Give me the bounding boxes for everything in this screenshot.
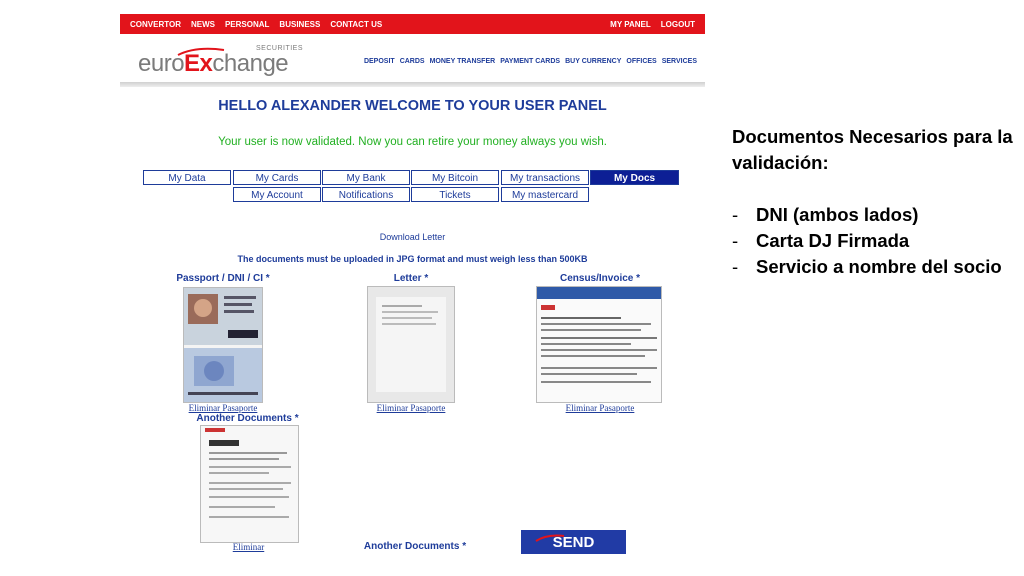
tab-my-mastercard[interactable]: My mastercard xyxy=(501,187,589,202)
census-invoice-title: Census/Invoice * xyxy=(559,273,641,284)
screenshot-panel xyxy=(120,14,705,576)
nav-logout[interactable]: LOGOUT xyxy=(660,19,695,29)
letter-title: Letter * xyxy=(393,273,429,284)
send-button-label: SEND xyxy=(552,533,595,551)
header-divider xyxy=(120,82,705,87)
requirement-item: - DNI (ambos lados) xyxy=(732,202,1017,228)
nav-services[interactable]: SERVICES xyxy=(661,58,697,65)
another-doc-image xyxy=(200,425,299,543)
tab-my-data[interactable]: My Data xyxy=(143,170,231,185)
nav-deposit[interactable]: DEPOSIT xyxy=(363,58,395,65)
requirements-note xyxy=(732,124,1017,280)
tab-my-docs[interactable]: My Docs xyxy=(590,170,679,185)
tab-tickets[interactable]: Tickets xyxy=(411,187,499,202)
document-icon xyxy=(368,287,454,402)
nav-personal[interactable]: PERSONAL xyxy=(224,19,270,29)
passport-title: Passport / DNI / CI * xyxy=(176,273,270,284)
invoice-image xyxy=(536,286,662,403)
delete-passport-link[interactable]: Eliminar Pasaporte xyxy=(188,403,258,413)
nav-news[interactable]: NEWS xyxy=(190,19,215,29)
logo-part-ex: Ex xyxy=(184,50,213,77)
logo-tagline: SECURITIES xyxy=(256,45,304,52)
validated-message: Your user is now validated. Now you can retire your money always you wish. xyxy=(218,136,607,148)
id-card-icon xyxy=(184,288,262,402)
nav-contact-us[interactable]: CONTACT US xyxy=(330,19,383,29)
tab-my-transactions[interactable]: My transactions xyxy=(501,170,589,185)
top-nav-bar xyxy=(120,14,705,34)
upload-instructions: The documents must be uploaded in JPG format and must weigh less than 500KB xyxy=(237,254,588,264)
tab-my-cards[interactable]: My Cards xyxy=(233,170,321,185)
tab-my-account[interactable]: My Account xyxy=(233,187,321,202)
tab-my-bank[interactable]: My Bank xyxy=(322,170,410,185)
requirement-item: - Carta DJ Firmada xyxy=(732,228,1017,254)
swoosh-icon xyxy=(535,534,565,542)
requirement-item: - Servicio a nombre del socio xyxy=(732,254,1017,280)
receipt-icon xyxy=(201,426,298,542)
secondary-nav xyxy=(364,58,697,65)
nav-buy-currency[interactable]: BUY CURRENCY xyxy=(565,58,622,65)
tab-notifications[interactable]: Notifications xyxy=(322,187,410,202)
another-docs-title: Another Documents * xyxy=(196,413,299,424)
download-letter-link[interactable]: Download Letter xyxy=(379,232,446,242)
another-docs-upload-label: Another Documents * xyxy=(363,541,467,552)
logo-part-change: change xyxy=(212,50,289,77)
passport-image xyxy=(183,287,263,403)
nav-my-panel[interactable]: MY PANEL xyxy=(610,19,651,29)
send-button[interactable] xyxy=(521,530,626,554)
nav-payment-cards[interactable]: PAYMENT CARDS xyxy=(500,58,561,65)
delete-letter-link[interactable]: Eliminar Pasaporte xyxy=(376,403,446,413)
logo-part-euro: euro xyxy=(138,50,185,77)
requirements-title: Documentos Necesarios para la validación: xyxy=(732,126,1013,173)
welcome-heading: HELLO ALEXANDER WELCOME TO YOUR USER PANEL xyxy=(218,98,607,114)
logo xyxy=(138,44,308,77)
requirements-list xyxy=(732,202,1017,280)
delete-another-doc-link[interactable]: Eliminar xyxy=(232,542,265,552)
delete-invoice-link[interactable]: Eliminar Pasaporte xyxy=(565,403,635,413)
nav-business[interactable]: BUSINESS xyxy=(279,19,321,29)
nav-convertor[interactable]: CONVERTOR xyxy=(130,19,181,29)
nav-money-transfer[interactable]: MONEY TRANSFER xyxy=(429,58,496,65)
letter-image xyxy=(367,286,455,403)
nav-cards[interactable]: CARDS xyxy=(399,58,425,65)
tab-my-bitcoin[interactable]: My Bitcoin xyxy=(411,170,499,185)
nav-offices[interactable]: OFFICES xyxy=(626,58,657,65)
logo-wordmark xyxy=(138,50,288,78)
invoice-icon xyxy=(537,287,661,402)
